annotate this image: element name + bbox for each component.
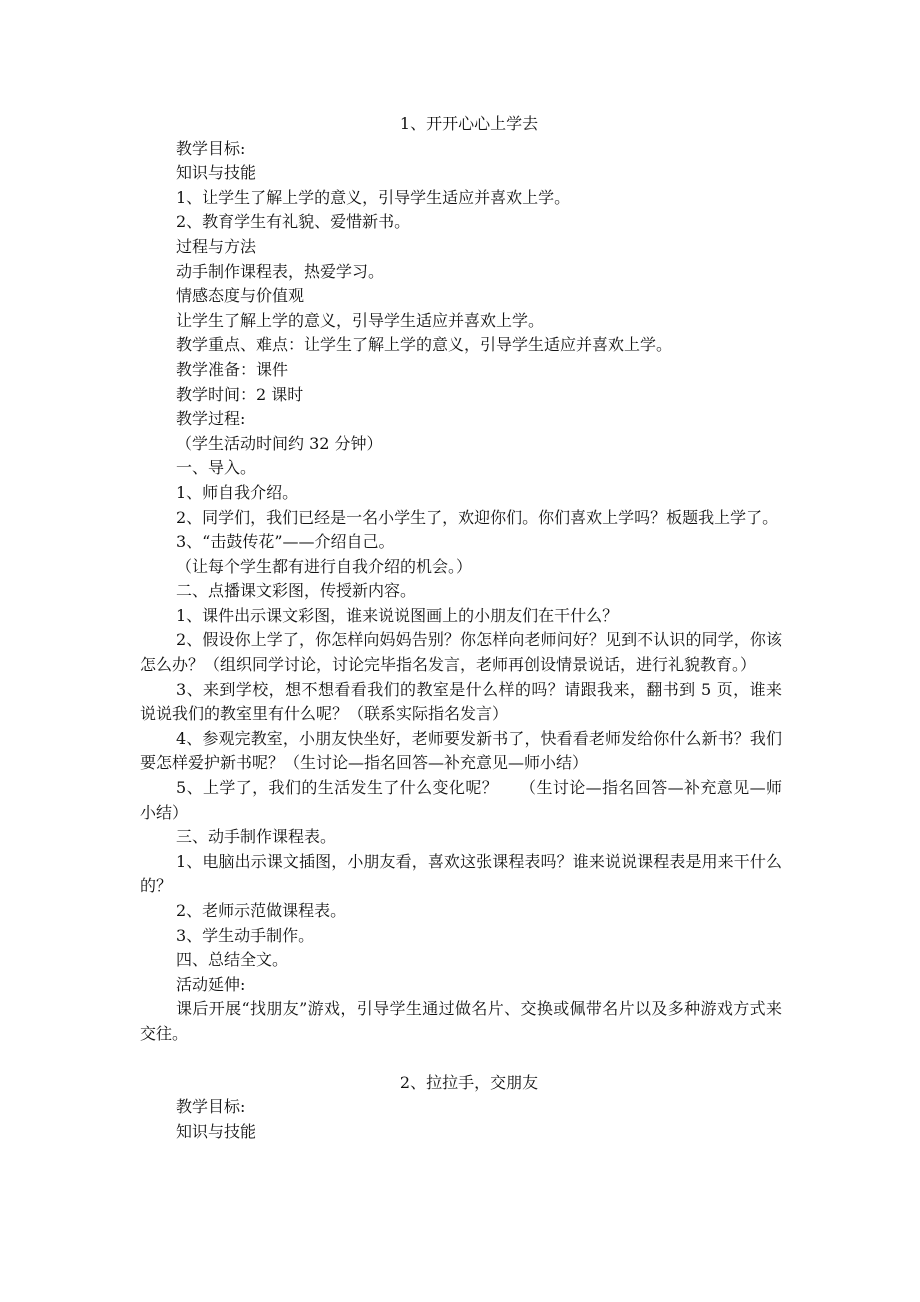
paragraph: 三、动手制作课程表。 [176,827,337,847]
section-gap [140,1047,782,1071]
paragraph: 5、上学了，我们的生活发生了什么变化呢？ （生讨论—指名回答—补充意见—师小结） [140,778,782,822]
paragraph: 让学生了解上学的意义，引导学生适应并喜欢上学。 [176,310,545,330]
paragraph: 教学准备：课件 [176,359,289,379]
lesson-2-body [140,1095,782,1144]
paragraph: 教学目标: [176,138,246,158]
paragraph: 二、点播课文彩图，传授新内容。 [176,581,417,601]
paragraph: （学生活动时间约 32 分钟） [176,433,383,453]
paragraph: 知识与技能 [176,163,257,183]
lesson-2-title: 2、拉拉手，交朋友 [399,1072,539,1092]
paragraph: 1、师自我介绍。 [176,482,299,502]
lesson-1-body [140,137,782,1047]
paragraph: 3、来到学校，想不想看看我们的教室是什么样的吗？请跟我来，翻书到 5 页，谁来说说我们的教室里有什么呢？（联系实际指名发言） [140,679,782,724]
paragraph: 四、总结全文。 [176,950,289,970]
paragraph: 活动延伸: [176,974,246,994]
paragraph: 3、“击鼓传花”——介绍自己。 [176,532,395,552]
paragraph: 2、假设你上学了，你怎样向妈妈告别？你怎样向老师问好？见到不认识的同学，你该怎么办？（组织同学讨论，讨论完毕指名发言，老师再创设情景说话，进行礼貌教育。） [140,630,782,675]
paragraph: 1、让学生了解上学的意义，引导学生适应并喜欢上学。 [176,187,571,207]
paragraph: 一、导入。 [176,458,257,478]
paragraph: 动手制作课程表，热爱学习。 [176,261,385,281]
paragraph: 过程与方法 [176,236,257,256]
paragraph: 教学过程: [176,409,246,429]
paragraph: 2、同学们，我们已经是一名小学生了，欢迎你们。你们喜欢上学吗？板题我上学了。 [176,507,779,527]
paragraph: 课后开展“找朋友”游戏，引导学生通过做名片、交换或佩带名片以及多种游戏方式来交往。 [140,999,782,1043]
paragraph: 教学时间：2 课时 [176,384,304,404]
paragraph: 情感态度与价值观 [176,286,305,306]
paragraph: 1、电脑出示课文插图，小朋友看，喜欢这张课程表吗？谁来说说课程表是用来干什么的？ [140,851,782,896]
lesson-1-title: 1、开开心心上学去 [399,114,539,133]
paragraph: （让每个学生都有进行自我介绍的机会。） [176,556,473,576]
paragraph: 知识与技能 [176,1121,257,1141]
paragraph: 2、老师示范做课程表。 [176,901,347,920]
document-page [140,112,782,1144]
paragraph: 1、课件出示课文彩图，谁来说说图画上的小朋友们在干什么？ [176,605,619,625]
paragraph: 3、学生动手制作。 [176,925,315,945]
paragraph: 教学重点、难点：让学生了解上学的意义，引导学生适应并喜欢上学。 [176,335,673,355]
paragraph: 2、教育学生有礼貌、爱惜新书。 [176,212,411,232]
paragraph: 4、参观完教室，小朋友快坐好，老师要发新书了，快看看老师发给你什么新书？我们要怎样爱护新书呢？（生讨论—指名回答—补充意见—师小结） [140,728,782,773]
paragraph: 教学目标: [176,1097,246,1117]
